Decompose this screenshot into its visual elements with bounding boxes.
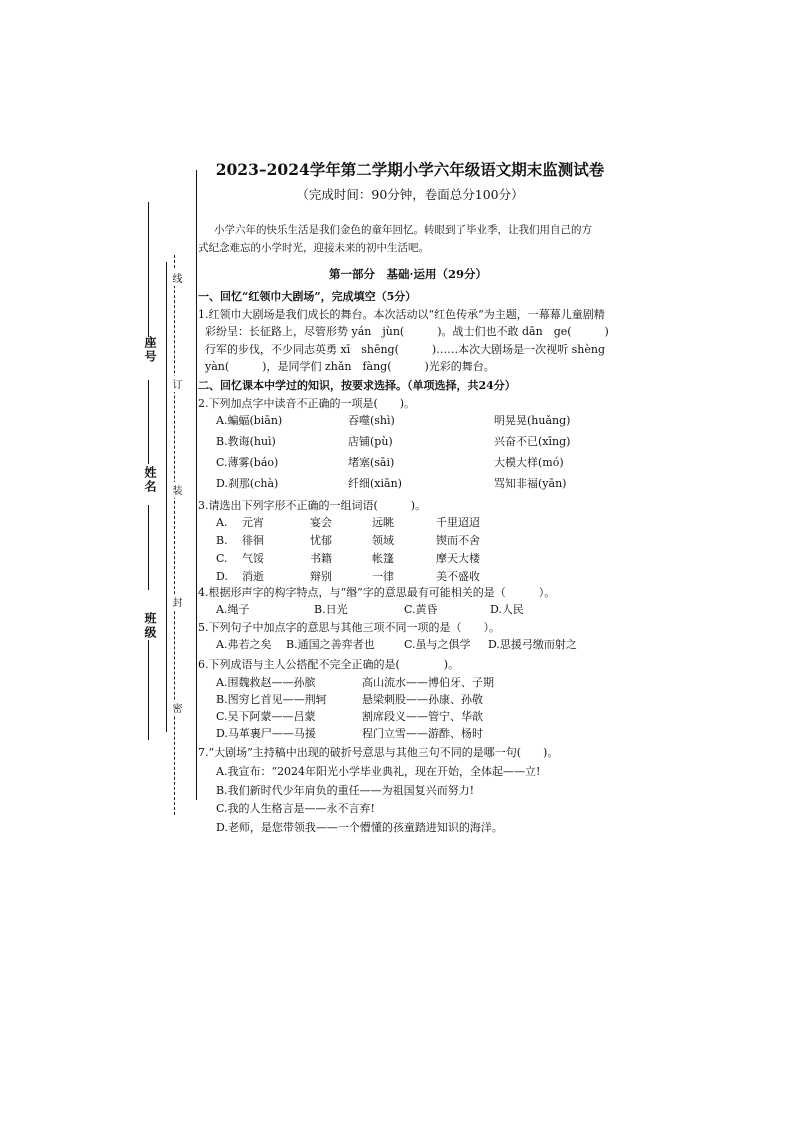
section1-line-3: 行军的步伐，不少同志英勇 xī shēng( )……本次大剧场是一次视听 shèng — [205, 343, 606, 356]
seal-char-line: 线 — [168, 270, 183, 286]
seal-char-feng: 封 — [168, 594, 183, 610]
seat-label: 座号 — [143, 336, 157, 364]
q6-pair: D.马革裹尸——马援 — [216, 727, 316, 740]
q3-word: 忧郁 — [310, 534, 332, 547]
q3-options — [216, 515, 480, 585]
q2-row-a — [216, 413, 570, 429]
q3-row-c[interactable] — [216, 551, 480, 567]
q4-option-d[interactable]: D.人民 — [490, 603, 524, 616]
seat-field-line[interactable] — [148, 202, 149, 337]
margin-outer-line — [196, 170, 197, 800]
class-label: 班级 — [143, 612, 157, 640]
q2-option[interactable]: A.蝙蝠(biān) — [216, 414, 283, 427]
q3-word: 千里迢迢 — [436, 516, 480, 529]
q6-pair: C.吴下阿蒙——吕蒙 — [216, 710, 316, 723]
q2-option: 店铺(pù) — [348, 435, 393, 448]
q7-options — [216, 763, 540, 837]
q2-option[interactable]: C.薄雾(báo) — [216, 456, 279, 469]
seal-char-zhuang: 装 — [168, 482, 183, 498]
q2-row-d — [216, 476, 570, 492]
section1-line-2: 彩纷呈：长征路上，尽管形势 yán jùn( )。战士们也不敢 dān ge( ) — [205, 325, 609, 338]
q5-option-a[interactable]: A.弗若之矣 — [216, 638, 272, 651]
name-label: 姓名 — [143, 466, 157, 494]
intro-line-1: 小学六年的快乐生活是我们金色的童年回忆。转眼到了毕业季，让我们用自己的方 — [214, 224, 592, 236]
q5-option-b[interactable]: B.通国之善弈者也 — [286, 638, 375, 651]
q4-option-b[interactable]: B.日光 — [314, 603, 348, 616]
q6-pair: 高山流水——博伯牙、子期 — [362, 676, 494, 689]
q3-row-d[interactable] — [216, 569, 480, 585]
q3-word: 辩别 — [310, 570, 332, 583]
q6-pair: 割席段义——管宁、华歆 — [362, 710, 483, 723]
q2-stem: 2.下列加点字中读音不正确的一项是( )。 — [198, 397, 416, 410]
q3-word: 元宵 — [242, 516, 264, 529]
q2-option: 明晃晃(huǎng) — [494, 414, 571, 427]
q6-row-d[interactable] — [216, 726, 494, 742]
section2-heading: 二、回忆课本中学过的知识，按要求选择。（单项选择，共24分） — [198, 379, 516, 392]
q3-row-a[interactable] — [216, 515, 480, 531]
q7-stem: 7.“大剧场”主持稿中出现的破折号意思与其他三句不同的是哪一句( )。 — [198, 746, 559, 759]
q3-word: 摩天大楼 — [436, 552, 480, 565]
q2-option[interactable]: B.教诲(huì) — [216, 435, 276, 448]
q6-options — [216, 675, 494, 742]
q2-row-c — [216, 455, 570, 471]
q2-options — [216, 413, 570, 492]
q5-stem: 5.下列句子中加点字的意思与其他三项不同一项的是（ ）。 — [198, 621, 500, 634]
section1-line-4: yàn( )，是同学们 zhǎn fàng( )光彩的舞台。 — [205, 360, 495, 373]
exam-title: 2023–2024学年第二学期小学六年级语文期末监测试卷 — [215, 160, 605, 179]
q7-option-d[interactable]: D.老师，是您带领我——一个懵懂的孩童踏进知识的海洋。 — [216, 820, 503, 834]
q2-option: 兴奋不已(xīng) — [494, 435, 571, 448]
q7-option-c[interactable]: C.我的人生格言是——永不言弃! — [216, 802, 375, 815]
q3-word: 气馁 — [242, 552, 264, 565]
q3-word: 书籍 — [310, 552, 332, 565]
q2-option: 骂知非福(yān) — [494, 477, 567, 490]
q6-row-c[interactable] — [216, 709, 494, 725]
q3-letter: B. — [216, 534, 228, 547]
q2-option[interactable]: D.刹那(chà) — [216, 477, 279, 490]
q6-pair: 程门立雪——游酢、杨时 — [362, 727, 483, 740]
q3-letter: D. — [216, 570, 228, 583]
q3-word: 宴会 — [310, 516, 332, 529]
q3-word: 徘徊 — [242, 534, 264, 547]
name-field-line-lower[interactable] — [148, 505, 149, 590]
q3-word: 锲而不舍 — [436, 534, 480, 547]
seal-char-ding: 订 — [168, 376, 183, 392]
q3-letter: C. — [216, 552, 228, 565]
q5-option-d[interactable]: D.思援弓缴而射之 — [488, 638, 577, 651]
q2-row-b — [216, 434, 570, 450]
q6-pair: A.围魏救赵——孙膑 — [216, 676, 316, 689]
q7-option-a[interactable]: A.我宣布：“2024年阳光小学毕业典礼，现在开始，全体起——立! — [216, 765, 541, 778]
name-field-line[interactable] — [148, 380, 149, 464]
q6-stem: 6.下列成语与主人公搭配不完全正确的是( )。 — [198, 658, 460, 671]
q5-options — [216, 637, 577, 653]
q2-option: 堵塞(sāi) — [348, 456, 395, 469]
margin-seal-line — [174, 255, 175, 815]
q6-pair: B.图穷匕首见——荆轲 — [216, 693, 327, 706]
q4-option-a[interactable]: A.绳子 — [216, 603, 250, 616]
q3-word: 领域 — [372, 534, 394, 547]
q3-word: 消逝 — [242, 570, 264, 583]
section1-heading: 一、回忆“红领巾大剧场”，完成填空（5分） — [198, 290, 417, 303]
section1-line-1: 1.红领巾大剧场是我们成长的舞台。本次活动以“红色传承”为主题，一幕幕儿童剧精 — [198, 308, 605, 321]
q3-row-b[interactable] — [216, 533, 480, 549]
q3-word: 远眺 — [372, 516, 394, 529]
part-title: 第一部分 基础·运用（29分） — [328, 267, 487, 281]
class-field-line[interactable] — [148, 640, 149, 740]
q5-option-c[interactable]: C.虽与之俱学 — [404, 638, 471, 651]
q4-stem: 4.根据形声字的构字特点，与“缗”字的意思最有可能相关的是（ ）。 — [198, 586, 556, 599]
q4-options — [216, 602, 524, 618]
q3-word: 一律 — [372, 570, 394, 583]
q6-row-b[interactable] — [216, 692, 494, 708]
seal-char-mi: 密 — [168, 700, 183, 716]
q6-row-a[interactable] — [216, 675, 494, 691]
q4-option-c[interactable]: C.黄昏 — [404, 603, 438, 616]
q3-word: 帐篷 — [372, 552, 394, 565]
q3-stem: 3.请选出下列字形不正确的一组词语( )。 — [198, 499, 427, 512]
margin-inner-line — [166, 262, 167, 732]
q7-option-b[interactable]: B.我们新时代少年肩负的重任——为祖国复兴而努力! — [216, 783, 474, 797]
q2-option: 大模大样(mó) — [494, 456, 564, 469]
q3-letter: A. — [216, 516, 228, 529]
q2-option: 吞噬(shì) — [348, 414, 395, 427]
q6-pair: 悬梁刺股——孙康、孙敬 — [362, 693, 483, 706]
q2-option: 纤细(xiān) — [348, 477, 402, 490]
intro-line-2: 式纪念难忘的小学时光，迎接未来的初中生活吧。 — [198, 242, 429, 254]
q3-word: 美不盛收 — [436, 570, 480, 583]
exam-subtitle: （完成时间：90分钟，卷面总分100分） — [296, 187, 524, 202]
